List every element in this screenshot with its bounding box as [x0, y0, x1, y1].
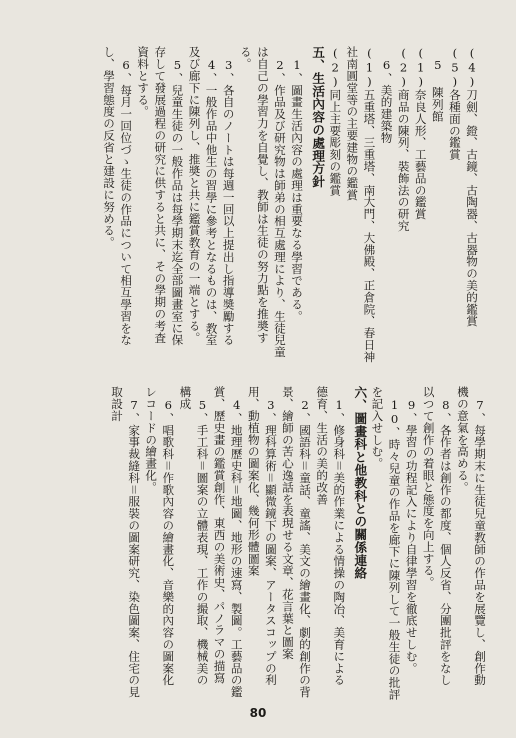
text-column: 3、各自のノートは每週一回以上提出し指導奬勵する: [221, 46, 236, 346]
text-column: (1)五重塔、三重塔、南大門、大佛殿、正倉院、春日神: [362, 46, 377, 363]
text-column: 7、家事裁縫科＝服裝の圖案研究、染色圖案、住宅の見: [127, 386, 142, 698]
text-column: 1、修身科＝美的作業による情操の陶冶、美育による: [332, 386, 347, 686]
text-column: 社南圓堂等の主要建物の鑑賞: [345, 46, 360, 201]
text-column: (2)同上主要彫刻の鑑賞: [328, 46, 343, 196]
text-column: し、學習態度の反省と建設に努める。: [102, 46, 117, 249]
text-column: 構成: [178, 386, 193, 410]
text-column: 5、兒童生徒の一般作品は每學期末迄全部圖畫室に保: [170, 46, 185, 346]
text-column: 8、各作者は創作の都度、個人反省、分團批評をなし: [438, 386, 453, 686]
text-column: 5 陳列館: [430, 46, 445, 123]
text-column: は自己の學習力を自覺し、教師は生徒の努力點を推奬す: [255, 46, 270, 344]
text-column: 6、唱歌科＝作歌內容の繪畫化、音樂的內容の圖案化: [161, 386, 176, 686]
text-column: (2)商品の陳列、裝飾法の研究: [396, 46, 411, 232]
upper-text-block: [40, 46, 480, 363]
text-column: 用、動植物の圖案化、幾何形體圖案: [246, 386, 261, 577]
text-column: 及び廊下に陳列し、推奬と共に鑑賞教育の一端とする。: [187, 46, 202, 344]
text-column: 3、理科算術＝顯微鏡下の圖案、アータスコップの利: [263, 386, 278, 686]
text-column: 德育、生活の美的改善: [315, 386, 330, 505]
text-column: 4、地理歷史科＝地圖、地形の速寫、製圖。工藝品の鑑: [229, 386, 244, 698]
text-column: 存して發展過程の研究に供すると共に、その學期の考査: [153, 46, 168, 344]
text-column: (1)奈良人形、工藝品の鑑賞: [413, 46, 428, 220]
lower-text-block: [28, 386, 488, 701]
page-number: 80: [249, 706, 267, 720]
text-column: 機の意氣を高める。: [455, 386, 470, 494]
text-column: 1、圖畫生活內容の處理は重要なる學習である。: [290, 46, 305, 323]
text-column: 資料とする。: [136, 46, 151, 118]
text-column: 10、時々兒童の作品を廊下に陳列して一般生徒の批評: [387, 386, 402, 701]
text-column: (4)刀劍、鐙、古鏡、古陶器、古器物の美的鑑賞: [465, 46, 479, 327]
text-column: 5、手工科＝圖案の立體表現、工作の撮取、機械美の: [195, 386, 210, 686]
text-column: 9、學習の功程記入により自律學習を徹底せしむ。: [404, 386, 419, 674]
text-column: 6、美的建築物: [379, 46, 394, 144]
text-column: 6、每月一回位づゝ生徒の作品について相互學習をな: [119, 46, 134, 346]
text-column: 賞、歷史畫の鑑賞創作、東西の美術史、パノラマの描寫: [212, 386, 227, 684]
text-column: 4、一般作品中他生の習學に參考となるものは、教室: [204, 46, 219, 346]
text-column: 2、國語科＝童話、童謠、美文の繪畫化、劇的創作の背: [298, 386, 313, 698]
text-column: レコードの繪畫化。: [144, 386, 159, 494]
text-column: 景、繪師の苦心逸話を表現せる文章、花言葉と圖案: [280, 386, 295, 660]
text-column: る。: [238, 46, 253, 70]
text-column: 以つて創作の着眼と態度を向上する。: [421, 386, 436, 589]
text-column: (5)各種面の鑑賞: [447, 46, 462, 161]
text-column: 取設計: [110, 386, 125, 422]
text-column: 7、每學期末に生徒兒童教師の作品を展覽し、創作動: [473, 386, 487, 686]
section-heading: 五、生活內容の處理方針: [310, 46, 326, 188]
text-column: 2、作品及び研究物は師弟の相互處理により、生徒兒童: [272, 46, 287, 358]
text-column: を記入せしむ。: [370, 386, 385, 470]
section-heading: 六、圖畫科と他教科との關係連絡: [352, 386, 368, 580]
